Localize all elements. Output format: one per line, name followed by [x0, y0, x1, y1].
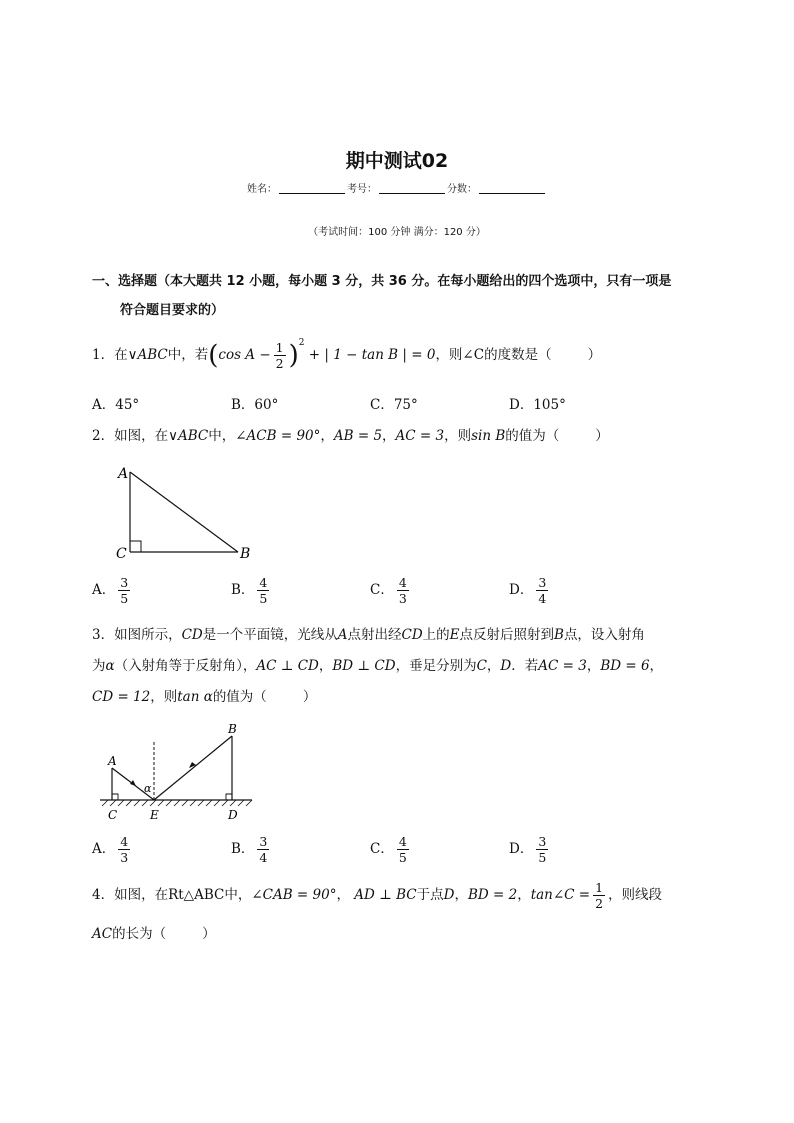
- score-label: 分数：: [447, 184, 477, 195]
- q1-option-b[interactable]: B．60°: [231, 397, 279, 413]
- q2-label-b: B: [240, 546, 251, 562]
- question-4-line1: 4．如图，在Rt△ABC中，∠CAB = 90°， AD ⊥ BC于点D，BD = 2，tan∠C = $\frac{1}{2}$ ，则线段: [92, 880, 663, 911]
- id-blank[interactable]: [379, 193, 445, 194]
- q2-label-a: A: [118, 466, 129, 482]
- q1-fraction: $\frac{1}{2}$: [275, 340, 284, 371]
- q3-label-d: D: [228, 808, 238, 822]
- q1-abs: + | 1 − tan B | = 0: [308, 347, 436, 363]
- student-info-line: [0, 180, 794, 195]
- name-blank[interactable]: [279, 193, 345, 194]
- q1-option-a[interactable]: A．45°: [92, 397, 140, 413]
- score-blank[interactable]: [479, 193, 545, 194]
- q3-arrow-incident: [130, 780, 136, 786]
- q1-number: 1．在: [92, 347, 128, 363]
- q3-label-b: B: [228, 722, 237, 736]
- q3-label-e: E: [150, 808, 159, 822]
- name-label: 姓名：: [247, 184, 277, 195]
- page-title: 期中测试02: [345, 150, 449, 172]
- q2-triangle-figure: [110, 460, 270, 565]
- q1-option-d[interactable]: D．105°: [509, 397, 566, 413]
- question-3-line3: CD = 12，则tan α的值为（ ）: [92, 689, 317, 705]
- q3-label-alpha: α: [144, 782, 152, 795]
- q1-option-c[interactable]: C．75°: [370, 397, 418, 413]
- q3-option-c[interactable]: C． $\frac{4}{5}$: [370, 834, 407, 865]
- q3-label-a: A: [108, 754, 117, 768]
- question-3-line2: 为α（入射角等于反射角），AC ⊥ CD，BD ⊥ CD，垂足分别为C，D．若AC = 3，BD = 6，: [92, 658, 664, 674]
- q2-option-d[interactable]: D． $\frac{3}{4}$: [509, 575, 547, 606]
- q1-exponent: 2: [298, 338, 305, 348]
- q3-mirror-figure: [92, 718, 262, 828]
- q3-option-d[interactable]: D． $\frac{3}{5}$: [509, 834, 547, 865]
- section-heading-line1: 一、选择题（本大题共 12 小题，每小题 3 分，共 36 分。在每小题给出的四个选项中，只有一项是: [92, 274, 672, 289]
- q2-option-b[interactable]: B． $\frac{4}{5}$: [231, 575, 268, 606]
- q2-right-angle-mark: [130, 541, 141, 552]
- id-label: 考号：: [347, 184, 377, 195]
- q2-option-a[interactable]: A． $\frac{3}{5}$: [92, 575, 129, 606]
- q2-side-ab: [130, 472, 238, 552]
- q2-label-c: C: [116, 546, 127, 562]
- q3-label-c: C: [108, 808, 118, 822]
- question-1: 1．在∨ABC中，若(cos A − $\frac{1}{2}$ )$^2$ + | 1 − tan B | = 0，则∠C的度数是（ ）: [92, 338, 602, 371]
- q2-option-c[interactable]: C． $\frac{4}{3}$: [370, 575, 407, 606]
- q1-cos: cos A −: [218, 347, 271, 363]
- exam-time-note: （考试时间：100 分钟 满分：120 分）: [308, 227, 486, 238]
- q3-mirror-hatching: [102, 800, 252, 806]
- section-heading-line2: 符合题目要求的）: [120, 303, 225, 318]
- question-2: 2．如图，在∨ABC中，∠ACB = 90°，AB = 5，AC = 3，则sin B的值为（ ）: [92, 428, 609, 444]
- q1-text: 中，若: [167, 347, 209, 363]
- question-3-line1: 3．如图所示，CD是一个平面镜，光线从A点射出经CD上的E点反射后照射到B点，设入射角: [92, 627, 645, 643]
- q3-option-a[interactable]: A． $\frac{4}{3}$: [92, 834, 129, 865]
- q3-reflected-ray: [154, 736, 232, 800]
- q3-right-angle-c: [112, 794, 118, 800]
- q3-option-b[interactable]: B． $\frac{3}{4}$: [231, 834, 268, 865]
- q1-triangle: ∨ABC: [127, 347, 168, 363]
- q1-tail: ，则∠C的度数是（: [435, 347, 552, 363]
- question-4-line2: AC的长为（ ）: [92, 926, 216, 942]
- q3-right-angle-d: [226, 794, 232, 800]
